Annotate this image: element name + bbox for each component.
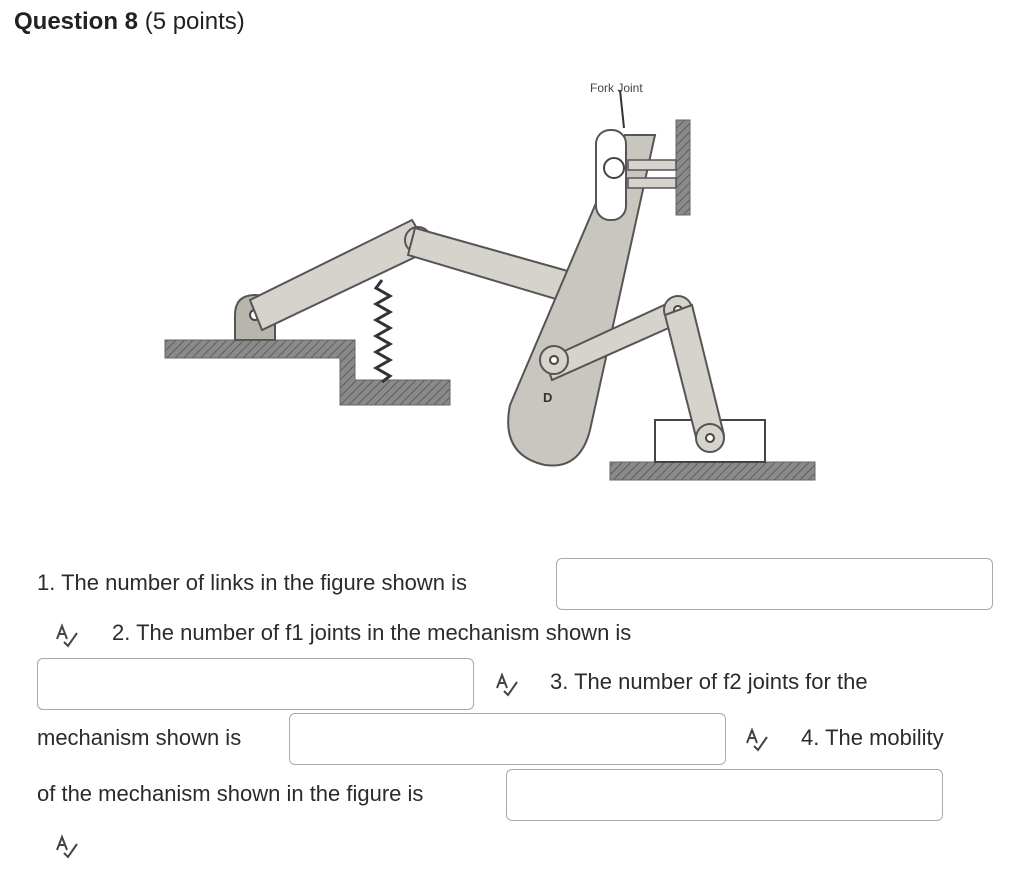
ground-right [610, 462, 815, 480]
spellcheck-icon[interactable] [52, 832, 80, 860]
link-lower-left [250, 220, 430, 330]
question-number: Question 8 [14, 8, 139, 35]
item-3-text-b: mechanism shown is [37, 725, 242, 750]
item-2-text: 2. The number of f1 joints in the mechanism shown is [112, 620, 632, 645]
answer-3-input[interactable] [289, 713, 726, 765]
item-4-text-a: 4. The mobility [801, 725, 944, 750]
question-title [14, 8, 245, 36]
spring [376, 280, 390, 382]
answer-4-input[interactable] [506, 769, 943, 821]
answer-1-input[interactable] [556, 558, 993, 610]
answer-2-input[interactable] [37, 658, 474, 710]
item-3-text-a: 3. The number of f2 joints for the [550, 669, 868, 694]
link-label-d: D [543, 390, 553, 405]
item-4-text-b: of the mechanism shown in the figure is [37, 781, 424, 806]
link-coupler [408, 228, 582, 305]
ground-left [165, 340, 450, 405]
spellcheck-icon[interactable] [492, 670, 520, 698]
spellcheck-icon[interactable] [52, 621, 80, 649]
item-1-text: 1. The number of links in the figure shown is [37, 570, 468, 595]
question-points: (5 points) [144, 8, 245, 35]
spellcheck-icon[interactable] [742, 725, 770, 753]
ground-wall [676, 120, 690, 215]
mechanism-figure [150, 60, 830, 490]
fork-joint-label: Fork Joint [590, 81, 643, 95]
